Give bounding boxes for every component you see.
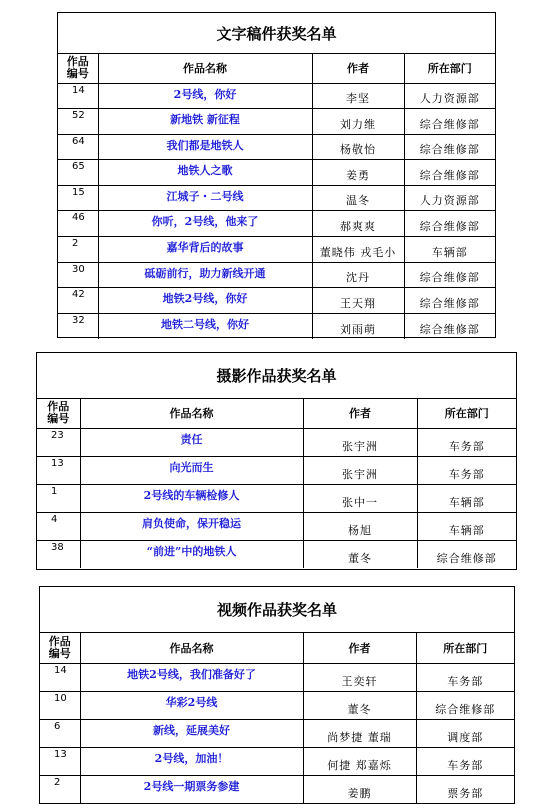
table-row <box>58 313 495 339</box>
entry-id: 14 <box>40 663 80 691</box>
entry-title: 新地铁 新征程 <box>98 109 312 135</box>
awards-grid <box>40 633 514 803</box>
entry-title: 责任 <box>80 428 303 456</box>
entry-title: 2号线一期票务参建 <box>80 775 303 803</box>
awards-grid <box>58 54 495 339</box>
entry-id: 2 <box>58 237 98 263</box>
table-row <box>58 185 495 211</box>
entry-id: 32 <box>58 313 98 339</box>
entry-title: 你听，2号线，他来了 <box>98 211 312 237</box>
entry-department: 调度部 <box>416 719 514 747</box>
table-title: 视频作品获奖名单 <box>40 587 514 633</box>
entry-author: 姜勇 <box>312 160 404 186</box>
name-header: 作品名称 <box>80 633 303 663</box>
entry-title: 2号线的车辆检修人 <box>80 484 303 512</box>
entry-author: 杨旭 <box>303 512 417 540</box>
entry-id: 4 <box>37 512 80 540</box>
table-row <box>40 747 514 775</box>
table-title: 文字稿件获奖名单 <box>58 13 495 54</box>
entry-author: 杨敬怡 <box>312 134 404 160</box>
table-row <box>58 160 495 186</box>
entry-id: 10 <box>40 691 80 719</box>
entry-author: 何捷 郑嘉烁 <box>303 747 416 775</box>
name-header: 作品名称 <box>80 399 303 428</box>
table-row <box>40 719 514 747</box>
entry-author: 王天翔 <box>312 288 404 314</box>
entry-title: 地铁二号线，你好 <box>98 313 312 339</box>
entry-id: 14 <box>58 83 98 109</box>
header-row <box>37 399 516 428</box>
author-header: 作者 <box>312 54 404 83</box>
entry-department: 车务部 <box>417 456 516 484</box>
entry-department: 车辆部 <box>404 237 495 263</box>
table-row <box>40 775 514 803</box>
entry-department: 综合维修部 <box>404 262 495 288</box>
entry-title: 地铁2号线，你好 <box>98 288 312 314</box>
entry-author: 温冬 <box>312 185 404 211</box>
entry-department: 综合维修部 <box>404 211 495 237</box>
entry-author: 王奕轩 <box>303 663 416 691</box>
entry-title: “前进”中的地铁人 <box>80 540 303 568</box>
entry-title: 肩负使命，保开稳运 <box>80 512 303 540</box>
awards-grid <box>37 399 516 568</box>
entry-id: 2 <box>40 775 80 803</box>
entry-author: 刘雨萌 <box>312 313 404 339</box>
table-title: 摄影作品获奖名单 <box>37 353 516 399</box>
entry-department: 综合维修部 <box>404 288 495 314</box>
table-row <box>37 456 516 484</box>
entry-id: 15 <box>58 185 98 211</box>
entry-author: 沈丹 <box>312 262 404 288</box>
entry-id: 65 <box>58 160 98 186</box>
entry-id: 52 <box>58 109 98 135</box>
entry-id: 13 <box>40 747 80 775</box>
entry-id: 64 <box>58 134 98 160</box>
entry-author: 张中一 <box>303 484 417 512</box>
author-header: 作者 <box>303 633 416 663</box>
entry-author: 尚梦捷 董瑞 <box>303 719 416 747</box>
table-row <box>58 237 495 263</box>
entry-title: 地铁人之歌 <box>98 160 312 186</box>
video-awards-table <box>39 586 515 804</box>
entry-author: 董冬 <box>303 691 416 719</box>
entry-title: 2号线，加油！ <box>80 747 303 775</box>
table-row <box>58 134 495 160</box>
entry-id: 46 <box>58 211 98 237</box>
entry-author: 董晓伟 戎毛小 <box>312 237 404 263</box>
entry-author: 姜鹏 <box>303 775 416 803</box>
table-row <box>40 691 514 719</box>
entry-department: 综合维修部 <box>417 540 516 568</box>
entry-department: 人力资源部 <box>404 83 495 109</box>
entry-id: 13 <box>37 456 80 484</box>
header-row <box>40 633 514 663</box>
entry-department: 综合维修部 <box>404 134 495 160</box>
entry-department: 综合维修部 <box>416 691 514 719</box>
entry-department: 车务部 <box>417 428 516 456</box>
entry-department: 车务部 <box>416 747 514 775</box>
entry-title: 我们都是地铁人 <box>98 134 312 160</box>
table-row <box>37 540 516 568</box>
entry-department: 人力资源部 <box>404 185 495 211</box>
entry-author: 刘力维 <box>312 109 404 135</box>
entry-id: 42 <box>58 288 98 314</box>
entry-author: 张宇洲 <box>303 456 417 484</box>
table-row <box>58 211 495 237</box>
table-row <box>40 663 514 691</box>
entry-department: 车务部 <box>416 663 514 691</box>
id-header: 作品 编号 <box>37 399 80 428</box>
entry-title: 新线，延展美好 <box>80 719 303 747</box>
table-row <box>37 484 516 512</box>
name-header: 作品名称 <box>98 54 312 83</box>
entry-department: 车辆部 <box>417 484 516 512</box>
table-row <box>58 83 495 109</box>
table-row <box>37 428 516 456</box>
dept-header: 所在部门 <box>404 54 495 83</box>
entry-id: 23 <box>37 428 80 456</box>
entry-author: 李坚 <box>312 83 404 109</box>
table-row <box>58 262 495 288</box>
entry-department: 综合维修部 <box>404 313 495 339</box>
entry-title: 地铁2号线，我们准备好了 <box>80 663 303 691</box>
entry-title: 江城子・二号线 <box>98 185 312 211</box>
photo-awards-table <box>36 352 517 570</box>
entry-author: 张宇洲 <box>303 428 417 456</box>
header-row <box>58 54 495 83</box>
text-awards-table <box>57 12 496 338</box>
entry-department: 票务部 <box>416 775 514 803</box>
entry-title: 砥砺前行，助力新线开通 <box>98 262 312 288</box>
dept-header: 所在部门 <box>416 633 514 663</box>
entry-title: 向光而生 <box>80 456 303 484</box>
id-header: 作品 编号 <box>40 633 80 663</box>
entry-id: 1 <box>37 484 80 512</box>
entry-id: 6 <box>40 719 80 747</box>
id-header: 作品 编号 <box>58 54 98 83</box>
dept-header: 所在部门 <box>417 399 516 428</box>
table-row <box>58 109 495 135</box>
entry-title: 嘉华背后的故事 <box>98 237 312 263</box>
entry-id: 30 <box>58 262 98 288</box>
entry-department: 车辆部 <box>417 512 516 540</box>
entry-title: 华彩2号线 <box>80 691 303 719</box>
author-header: 作者 <box>303 399 417 428</box>
table-row <box>37 512 516 540</box>
entry-author: 董冬 <box>303 540 417 568</box>
table-row <box>58 288 495 314</box>
entry-id: 38 <box>37 540 80 568</box>
entry-author: 郝爽爽 <box>312 211 404 237</box>
entry-department: 综合维修部 <box>404 109 495 135</box>
entry-department: 综合维修部 <box>404 160 495 186</box>
entry-title: 2号线，你好 <box>98 83 312 109</box>
